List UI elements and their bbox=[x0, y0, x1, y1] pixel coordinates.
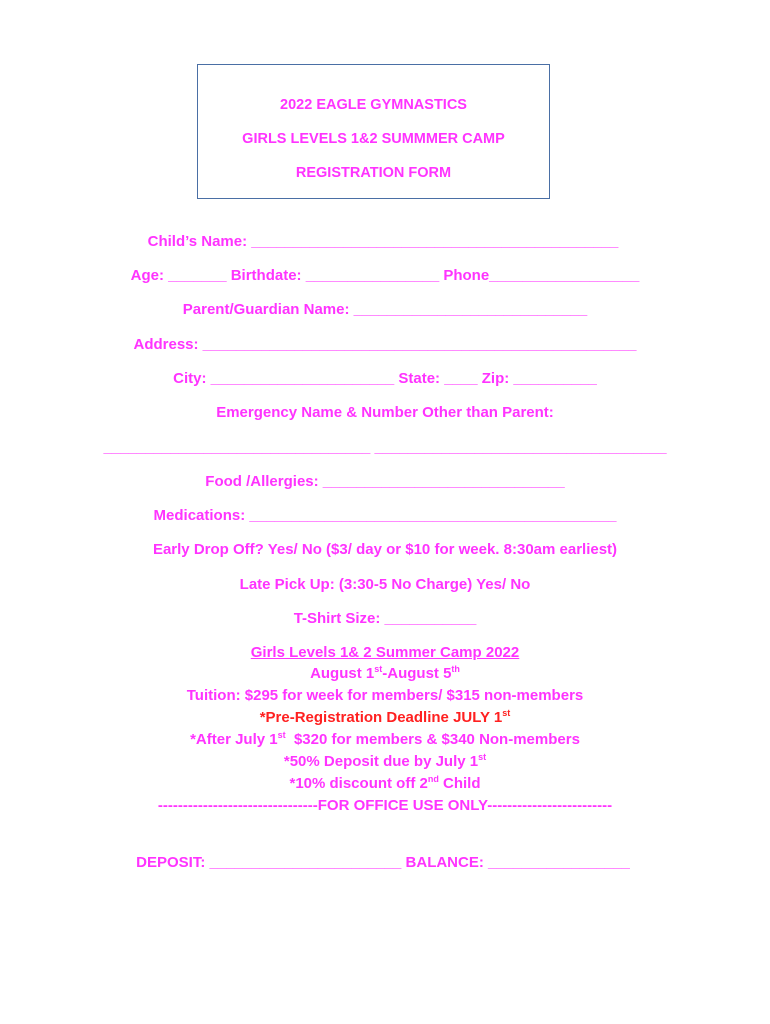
after-main: *After July 1 bbox=[190, 731, 278, 748]
deadline-text bbox=[0, 709, 770, 727]
emergency-contact-field[interactable]: ________________________________ ___________________________________ bbox=[103, 439, 667, 456]
tuition-text: Tuition: $295 for week for members/ $315 non-members bbox=[186, 687, 584, 704]
deposit-due-sup: st bbox=[478, 752, 487, 762]
deadline-sup: st bbox=[502, 708, 511, 718]
title-box bbox=[197, 64, 550, 199]
discount-sup: nd bbox=[427, 774, 439, 784]
dates-start-sup: st bbox=[374, 664, 383, 674]
deposit-balance-field[interactable]: DEPOSIT: _______________________ BALANCE: _________________ bbox=[136, 854, 630, 871]
camp-dates bbox=[0, 665, 770, 683]
after-rest: $320 for members & $340 Non-members bbox=[285, 731, 580, 748]
discount-text bbox=[0, 775, 770, 793]
dates-start: August 1 bbox=[310, 665, 375, 682]
dates-end-sup: th bbox=[451, 664, 460, 674]
deadline-main: *Pre-Registration Deadline JULY 1 bbox=[259, 709, 503, 726]
emergency-label: Emergency Name & Number Other than Parent: bbox=[216, 404, 554, 421]
office-use-divider: --------------------------------FOR OFFICE USE ONLY------------------------- bbox=[157, 797, 613, 814]
tshirt-size-field[interactable]: T-Shirt Size: ___________ bbox=[293, 610, 477, 627]
early-drop-off-field[interactable]: Early Drop Off? Yes/ No ($3/ day or $10 for week. 8:30am earliest) bbox=[152, 541, 618, 558]
title-line-3: REGISTRATION FORM bbox=[295, 165, 452, 181]
deposit-due-text bbox=[0, 753, 770, 771]
deposit-due-main: *50% Deposit due by July 1 bbox=[283, 753, 479, 770]
medications-field[interactable]: Medications: ____________________________________________ bbox=[153, 507, 617, 524]
child-name-field[interactable]: Child’s Name: ____________________________________________ bbox=[147, 233, 619, 250]
city-state-zip-field[interactable]: City: ______________________ State: ____ Zip: __________ bbox=[173, 370, 597, 387]
age-birthdate-phone-field[interactable]: Age: _______ Birthdate: ________________ Phone__________________ bbox=[130, 267, 640, 284]
discount-rest: Child bbox=[438, 775, 481, 792]
dates-end: -August 5 bbox=[382, 665, 452, 682]
after-sup: st bbox=[277, 730, 286, 740]
discount-main: *10% discount off 2 bbox=[289, 775, 428, 792]
title-line-2: GIRLS LEVELS 1&2 SUMMMER CAMP bbox=[242, 131, 505, 147]
late-pick-up-field[interactable]: Late Pick Up: (3:30-5 No Charge) Yes/ No bbox=[239, 576, 531, 593]
address-field[interactable]: Address: ____________________________________________________ bbox=[133, 336, 637, 353]
title-line-1: 2022 EAGLE GYMNASTICS bbox=[280, 97, 467, 113]
parent-name-field[interactable]: Parent/Guardian Name: ____________________________ bbox=[182, 301, 588, 318]
camp-title: Girls Levels 1& 2 Summer Camp 2022 bbox=[250, 644, 520, 661]
food-allergies-field[interactable]: Food /Allergies: _____________________________ bbox=[205, 473, 565, 490]
after-deadline-text bbox=[0, 731, 770, 749]
